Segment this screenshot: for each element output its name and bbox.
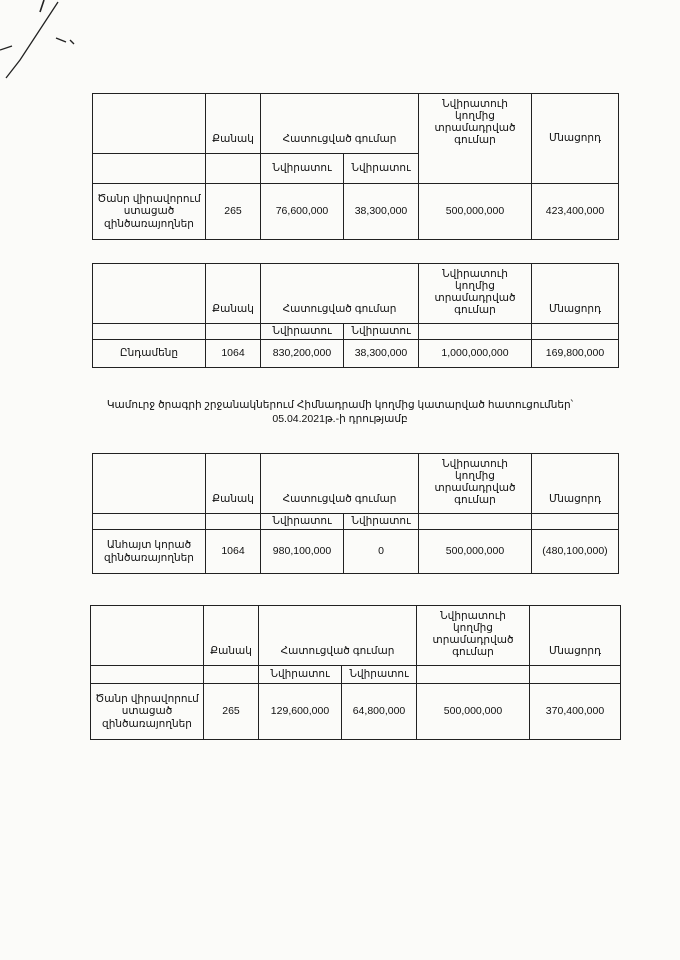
row-label: Ծանր վիրավորում ստացած զինծառայողներ bbox=[91, 684, 204, 740]
donor-subheader: Նվիրատու bbox=[344, 154, 419, 184]
quantity-header: Քանակ bbox=[206, 454, 261, 514]
balance-header: Մնացորդ bbox=[530, 606, 621, 666]
empty-cell bbox=[530, 666, 621, 684]
funds-value: 500,000,000 bbox=[419, 530, 532, 574]
empty-cell bbox=[204, 666, 259, 684]
donor2-value: 0 bbox=[344, 530, 419, 574]
donor1-value: 980,100,000 bbox=[261, 530, 344, 574]
section-heading-line1: Կամուրջ ծրագրի շրջանակներում Հիմնադրամի կողմից կատարված հատուցումներ՝ bbox=[106, 399, 574, 411]
allocated-amount-header: Հատուցված գումար bbox=[259, 606, 417, 666]
balance-header: Մնացորդ bbox=[532, 94, 619, 184]
quantity-header: Քանակ bbox=[204, 606, 259, 666]
empty-header-cell bbox=[93, 264, 206, 324]
empty-cell bbox=[93, 514, 206, 530]
empty-cell bbox=[206, 324, 261, 340]
quantity-value: 1064 bbox=[206, 530, 261, 574]
section-heading-line2: 05.04.2021թ.-ի դրությամբ bbox=[272, 413, 408, 426]
donor1-value: 129,600,000 bbox=[259, 684, 342, 740]
quantity-value: 265 bbox=[204, 684, 259, 740]
empty-cell bbox=[206, 514, 261, 530]
donor-subheader: Նվիրատու bbox=[344, 324, 419, 340]
donor-subheader: Նվիրատու bbox=[342, 666, 417, 684]
balance-value: 169,800,000 bbox=[532, 340, 619, 368]
empty-header-cell bbox=[93, 454, 206, 514]
balance-value: 423,400,000 bbox=[532, 184, 619, 240]
table-missing-servicemen bbox=[92, 453, 619, 574]
empty-header-cell bbox=[93, 94, 206, 154]
balance-value: 370,400,000 bbox=[530, 684, 621, 740]
donor1-value: 76,600,000 bbox=[261, 184, 344, 240]
funds-value: 1,000,000,000 bbox=[419, 340, 532, 368]
allocated-amount-header: Հատուցված գումար bbox=[261, 454, 419, 514]
table-severely-wounded-1 bbox=[92, 93, 619, 240]
donor2-value: 64,800,000 bbox=[342, 684, 417, 740]
donor2-value: 38,300,000 bbox=[344, 184, 419, 240]
row-label: Ընդամենը bbox=[93, 340, 206, 368]
donor-subheader: Նվիրատու bbox=[261, 154, 344, 184]
funds-value: 500,000,000 bbox=[417, 684, 530, 740]
quantity-header: Քանակ bbox=[206, 264, 261, 324]
empty-cell bbox=[419, 514, 532, 530]
balance-header: Մնացորդ bbox=[532, 454, 619, 514]
allocated-amount-header: Հատուցված գումար bbox=[261, 264, 419, 324]
donor-subheader: Նվիրատու bbox=[259, 666, 342, 684]
donor-funds-header: Նվիրատուի կողմից տրամադրված գումար bbox=[419, 94, 532, 184]
empty-cell bbox=[419, 324, 532, 340]
donor-subheader: Նվիրատու bbox=[261, 324, 344, 340]
donor1-value: 830,200,000 bbox=[261, 340, 344, 368]
donor-funds-header: Նվիրատուի կողմից տրամադրված գումար bbox=[417, 606, 530, 666]
quantity-value: 265 bbox=[206, 184, 261, 240]
table-total bbox=[92, 263, 619, 368]
donor-funds-header: Նվիրատուի կողմից տրամադրված գումար bbox=[419, 454, 532, 514]
empty-cell bbox=[93, 154, 206, 184]
row-label: Անհայտ կորած զինծառայողներ bbox=[93, 530, 206, 574]
donor-subheader: Նվիրատու bbox=[344, 514, 419, 530]
section-heading bbox=[60, 398, 620, 426]
empty-cell bbox=[532, 514, 619, 530]
empty-cell bbox=[417, 666, 530, 684]
allocated-amount-header: Հատուցված գումար bbox=[261, 94, 419, 154]
table-severely-wounded-2 bbox=[90, 605, 621, 740]
donor2-value: 38,300,000 bbox=[344, 340, 419, 368]
empty-cell bbox=[532, 324, 619, 340]
balance-header: Մնացորդ bbox=[532, 264, 619, 324]
quantity-value: 1064 bbox=[206, 340, 261, 368]
empty-cell bbox=[206, 154, 261, 184]
empty-cell bbox=[91, 666, 204, 684]
quantity-header: Քանակ bbox=[206, 94, 261, 154]
empty-cell bbox=[93, 324, 206, 340]
funds-value: 500,000,000 bbox=[419, 184, 532, 240]
donor-funds-header: Նվիրատուի կողմից տրամադրված գումար bbox=[419, 264, 532, 324]
pen-scribble bbox=[0, 0, 90, 80]
empty-header-cell bbox=[91, 606, 204, 666]
balance-value: (480,100,000) bbox=[532, 530, 619, 574]
row-label: Ծանր վիրավորում ստացած զինծառայողներ bbox=[93, 184, 206, 240]
donor-subheader: Նվիրատու bbox=[261, 514, 344, 530]
